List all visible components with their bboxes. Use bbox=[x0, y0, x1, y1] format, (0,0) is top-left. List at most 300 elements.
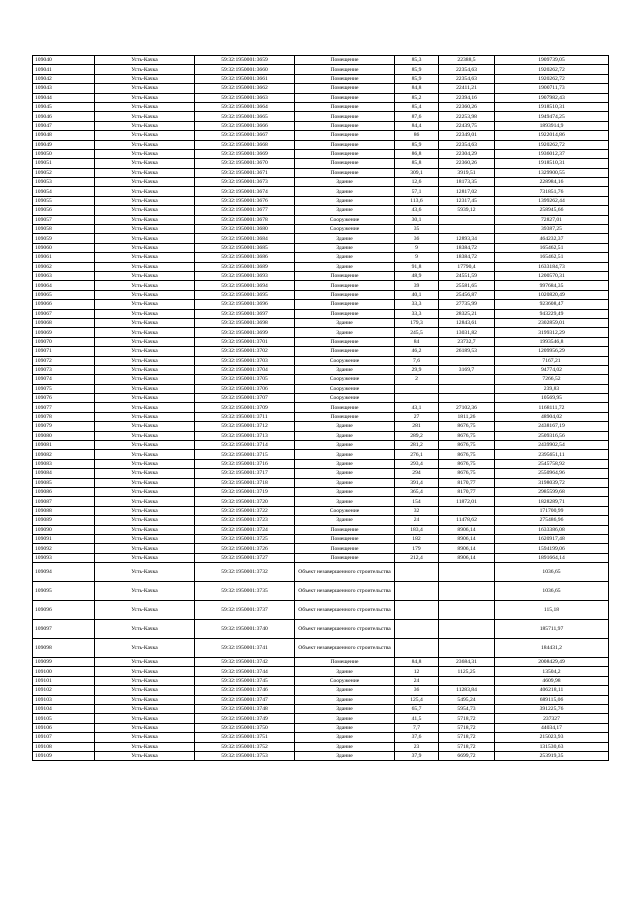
row-number-cell: 109071 bbox=[33, 347, 95, 356]
table-row bbox=[33, 563, 609, 582]
area-cell: 276,1 bbox=[395, 450, 439, 459]
object-type-cell: Помещение bbox=[295, 56, 395, 65]
area-cell bbox=[395, 620, 439, 639]
area-cell: 37,9 bbox=[395, 752, 439, 761]
unit-value-cell: 18173,35 bbox=[439, 178, 495, 187]
locality-cell: Усть-Качка bbox=[95, 365, 195, 374]
row-number-cell: 109064 bbox=[33, 281, 95, 290]
cadastral-number-cell: 59:32:1950001:3715 bbox=[195, 450, 295, 459]
area-cell bbox=[395, 384, 439, 393]
table-row bbox=[33, 506, 609, 515]
cadastral-number-cell: 59:32:1950001:3701 bbox=[195, 337, 295, 346]
cadastral-number-cell: 59:32:1950001:3747 bbox=[195, 695, 295, 704]
table-row bbox=[33, 337, 609, 346]
locality-cell: Усть-Качка bbox=[95, 516, 195, 525]
object-type-cell: Помещение bbox=[295, 281, 395, 290]
row-number-cell: 109044 bbox=[33, 93, 95, 102]
cadastral-value-cell: 1900711,73 bbox=[495, 84, 609, 93]
area-cell: 33,3 bbox=[395, 300, 439, 309]
object-type-cell: Объект незавершенного строительства bbox=[295, 639, 395, 658]
row-number-cell: 109047 bbox=[33, 121, 95, 130]
object-type-cell: Здание bbox=[295, 441, 395, 450]
row-number-cell: 109079 bbox=[33, 422, 95, 431]
unit-value-cell: 1811,26 bbox=[439, 412, 495, 421]
area-cell: 365,4 bbox=[395, 487, 439, 496]
locality-cell: Усть-Качка bbox=[95, 234, 195, 243]
cadastral-number-cell: 59:32:1950001:3705 bbox=[195, 375, 295, 384]
cadastral-value-cell: 1893914,9 bbox=[495, 121, 609, 130]
table-row bbox=[33, 356, 609, 365]
area-cell: 57,1 bbox=[395, 187, 439, 196]
row-number-cell: 109055 bbox=[33, 196, 95, 205]
area-cell: 86 bbox=[395, 131, 439, 140]
locality-cell: Усть-Качка bbox=[95, 658, 195, 667]
object-type-cell: Сооружение bbox=[295, 394, 395, 403]
table-row bbox=[33, 478, 609, 487]
cadastral-number-cell: 59:32:1950001:3699 bbox=[195, 328, 295, 337]
unit-value-cell: 23684,31 bbox=[439, 658, 495, 667]
area-cell: 309,1 bbox=[395, 168, 439, 177]
area-cell: 87,6 bbox=[395, 112, 439, 121]
unit-value-cell: 22253,98 bbox=[439, 112, 495, 121]
locality-cell: Усть-Качка bbox=[95, 431, 195, 440]
table-row bbox=[33, 65, 609, 74]
row-number-cell: 109082 bbox=[33, 450, 95, 459]
table-row bbox=[33, 601, 609, 620]
object-type-cell: Здание bbox=[295, 450, 395, 459]
locality-cell: Усть-Качка bbox=[95, 309, 195, 318]
locality-cell: Усть-Качка bbox=[95, 93, 195, 102]
area-cell: 9 bbox=[395, 243, 439, 252]
object-type-cell: Здание bbox=[295, 469, 395, 478]
locality-cell: Усть-Качка bbox=[95, 337, 195, 346]
table-row bbox=[33, 394, 609, 403]
row-number-cell: 109059 bbox=[33, 234, 95, 243]
locality-cell: Усть-Качка bbox=[95, 206, 195, 215]
table-row bbox=[33, 206, 609, 215]
object-type-cell: Помещение bbox=[295, 131, 395, 140]
cadastral-number-cell: 59:32:1950001:3751 bbox=[195, 733, 295, 742]
row-number-cell: 109107 bbox=[33, 733, 95, 742]
area-cell: 179 bbox=[395, 544, 439, 553]
object-type-cell: Помещение bbox=[295, 84, 395, 93]
cadastral-value-cell: 1909739,05 bbox=[495, 56, 609, 65]
locality-cell: Усть-Качка bbox=[95, 384, 195, 393]
unit-value-cell: 22394,16 bbox=[439, 93, 495, 102]
unit-value-cell bbox=[439, 394, 495, 403]
area-cell: 43,1 bbox=[395, 403, 439, 412]
unit-value-cell: 8170,77 bbox=[439, 487, 495, 496]
cadastral-value-cell: 253919,35 bbox=[495, 752, 609, 761]
area-cell: 289,2 bbox=[395, 431, 439, 440]
row-number-cell: 109099 bbox=[33, 658, 95, 667]
row-number-cell: 109098 bbox=[33, 639, 95, 658]
area-cell: 85,9 bbox=[395, 140, 439, 149]
area-cell: 281 bbox=[395, 422, 439, 431]
cadastral-value-cell: 115,18 bbox=[495, 601, 609, 620]
unit-value-cell: 25581,65 bbox=[439, 281, 495, 290]
unit-value-cell bbox=[439, 620, 495, 639]
cadastral-value-cell: 943229,49 bbox=[495, 309, 609, 318]
area-cell: 125,4 bbox=[395, 695, 439, 704]
area-cell: 113,6 bbox=[395, 196, 439, 205]
locality-cell: Усть-Качка bbox=[95, 639, 195, 658]
cadastral-value-cell: 1891664,14 bbox=[495, 553, 609, 562]
cadastral-value-cell: 215023,93 bbox=[495, 733, 609, 742]
unit-value-cell: 8906,14 bbox=[439, 544, 495, 553]
object-type-cell: Сооружение bbox=[295, 215, 395, 224]
object-type-cell: Сооружение bbox=[295, 676, 395, 685]
unit-value-cell bbox=[439, 676, 495, 685]
row-number-cell: 109078 bbox=[33, 412, 95, 421]
unit-value-cell: 8676,75 bbox=[439, 450, 495, 459]
area-cell: 84 bbox=[395, 337, 439, 346]
cadastral-value-cell: 1633184,73 bbox=[495, 262, 609, 271]
row-number-cell: 109061 bbox=[33, 253, 95, 262]
cadastral-number-cell: 59:32:1950001:3748 bbox=[195, 705, 295, 714]
object-type-cell: Помещение bbox=[295, 159, 395, 168]
unit-value-cell: 22349,01 bbox=[439, 131, 495, 140]
locality-cell: Усть-Качка bbox=[95, 225, 195, 234]
table-row bbox=[33, 450, 609, 459]
row-number-cell: 109105 bbox=[33, 714, 95, 723]
cadastral-number-cell: 59:32:1950001:3664 bbox=[195, 102, 295, 111]
cadastral-value-cell: 1918510,31 bbox=[495, 102, 609, 111]
cadastral-value-cell: 731851,76 bbox=[495, 187, 609, 196]
unit-value-cell: 28325,21 bbox=[439, 309, 495, 318]
object-type-cell: Сооружение bbox=[295, 356, 395, 365]
cadastral-value-cell: 7266,52 bbox=[495, 375, 609, 384]
unit-value-cell: 22354,63 bbox=[439, 140, 495, 149]
cadastral-number-cell: 59:32:1950001:3741 bbox=[195, 639, 295, 658]
row-number-cell: 109080 bbox=[33, 431, 95, 440]
cadastral-value-cell: 7167,21 bbox=[495, 356, 609, 365]
cadastral-number-cell: 59:32:1950001:3706 bbox=[195, 384, 295, 393]
locality-cell: Усть-Качка bbox=[95, 281, 195, 290]
cadastral-value-cell: 1920262,72 bbox=[495, 65, 609, 74]
locality-cell: Усть-Качка bbox=[95, 149, 195, 158]
locality-cell: Усть-Качка bbox=[95, 112, 195, 121]
unit-value-cell bbox=[439, 356, 495, 365]
unit-value-cell: 12317,45 bbox=[439, 196, 495, 205]
cadastral-number-cell: 59:32:1950001:3712 bbox=[195, 422, 295, 431]
cadastral-number-cell: 59:32:1950001:3746 bbox=[195, 686, 295, 695]
object-type-cell: Здание bbox=[295, 478, 395, 487]
row-number-cell: 109043 bbox=[33, 84, 95, 93]
cadastral-value-cell: 1828289,71 bbox=[495, 497, 609, 506]
object-type-cell: Здание bbox=[295, 459, 395, 468]
unit-value-cell bbox=[439, 384, 495, 393]
cadastral-number-cell: 59:32:1950001:3670 bbox=[195, 159, 295, 168]
cadastral-value-cell: 2509316,56 bbox=[495, 431, 609, 440]
row-number-cell: 109046 bbox=[33, 112, 95, 121]
table-row bbox=[33, 74, 609, 83]
area-cell: 23 bbox=[395, 742, 439, 751]
locality-cell: Усть-Качка bbox=[95, 159, 195, 168]
locality-cell: Усть-Качка bbox=[95, 441, 195, 450]
row-number-cell: 109062 bbox=[33, 262, 95, 271]
cadastral-number-cell: 59:32:1950001:3696 bbox=[195, 300, 295, 309]
locality-cell: Усть-Качка bbox=[95, 563, 195, 582]
table-row bbox=[33, 328, 609, 337]
object-type-cell: Здание bbox=[295, 723, 395, 732]
unit-value-cell: 5495,24 bbox=[439, 695, 495, 704]
area-cell: 84,8 bbox=[395, 84, 439, 93]
object-type-cell: Здание bbox=[295, 705, 395, 714]
table-row bbox=[33, 686, 609, 695]
object-type-cell: Здание bbox=[295, 667, 395, 676]
cadastral-value-cell: 275486,96 bbox=[495, 516, 609, 525]
area-cell: 12,6 bbox=[395, 178, 439, 187]
object-type-cell: Помещение bbox=[295, 403, 395, 412]
unit-value-cell: 27102,36 bbox=[439, 403, 495, 412]
row-number-cell: 109085 bbox=[33, 478, 95, 487]
locality-cell: Усть-Качка bbox=[95, 328, 195, 337]
object-type-cell: Здание bbox=[295, 234, 395, 243]
locality-cell: Усть-Качка bbox=[95, 450, 195, 459]
table-row bbox=[33, 290, 609, 299]
area-cell: 281,2 bbox=[395, 441, 439, 450]
object-type-cell: Здание bbox=[295, 196, 395, 205]
cadastral-number-cell: 59:32:1950001:3684 bbox=[195, 234, 295, 243]
table-row bbox=[33, 469, 609, 478]
locality-cell: Усть-Качка bbox=[95, 667, 195, 676]
table-row bbox=[33, 459, 609, 468]
unit-value-cell: 5718,72 bbox=[439, 714, 495, 723]
row-number-cell: 109058 bbox=[33, 225, 95, 234]
row-number-cell: 109068 bbox=[33, 318, 95, 327]
cadastral-value-cell: 406218,11 bbox=[495, 686, 609, 695]
object-type-cell: Помещение bbox=[295, 93, 395, 102]
unit-value-cell: 6699,72 bbox=[439, 752, 495, 761]
cadastral-value-cell: 237327 bbox=[495, 714, 609, 723]
area-cell: 183,4 bbox=[395, 525, 439, 534]
object-type-cell: Помещение bbox=[295, 112, 395, 121]
unit-value-cell: 8676,75 bbox=[439, 422, 495, 431]
locality-cell: Усть-Качка bbox=[95, 723, 195, 732]
table-row bbox=[33, 384, 609, 393]
object-type-cell: Сооружение bbox=[295, 375, 395, 384]
row-number-cell: 109097 bbox=[33, 620, 95, 639]
table-row bbox=[33, 516, 609, 525]
table-row bbox=[33, 695, 609, 704]
unit-value-cell bbox=[439, 639, 495, 658]
object-type-cell: Здание bbox=[295, 262, 395, 271]
cadastral-value-cell: 1209956,29 bbox=[495, 347, 609, 356]
cadastral-number-cell: 59:32:1950001:3753 bbox=[195, 752, 295, 761]
unit-value-cell: 5954,73 bbox=[439, 705, 495, 714]
object-type-cell: Помещение bbox=[295, 168, 395, 177]
area-cell: 35 bbox=[395, 225, 439, 234]
object-type-cell: Помещение bbox=[295, 553, 395, 562]
locality-cell: Усть-Качка bbox=[95, 412, 195, 421]
cadastral-number-cell: 59:32:1950001:3750 bbox=[195, 723, 295, 732]
cadastral-number-cell: 59:32:1950001:3686 bbox=[195, 253, 295, 262]
locality-cell: Усть-Качка bbox=[95, 300, 195, 309]
cadastral-value-cell: 923608,47 bbox=[495, 300, 609, 309]
cadastral-value-cell: 10569,95 bbox=[495, 394, 609, 403]
cadastral-number-cell: 59:32:1950001:3680 bbox=[195, 225, 295, 234]
cadastral-number-cell: 59:32:1950001:3722 bbox=[195, 506, 295, 515]
cadastral-number-cell: 59:32:1950001:3697 bbox=[195, 309, 295, 318]
area-cell: 294 bbox=[395, 469, 439, 478]
cadastral-value-cell: 171700,99 bbox=[495, 506, 609, 515]
area-cell: 212,4 bbox=[395, 553, 439, 562]
unit-value-cell: 23732,7 bbox=[439, 337, 495, 346]
object-type-cell: Помещение bbox=[295, 525, 395, 534]
object-type-cell: Здание bbox=[295, 365, 395, 374]
locality-cell: Усть-Качка bbox=[95, 422, 195, 431]
object-type-cell: Здание bbox=[295, 752, 395, 761]
table-row bbox=[33, 639, 609, 658]
area-cell: 84,8 bbox=[395, 658, 439, 667]
cadastral-number-cell: 59:32:1950001:3742 bbox=[195, 658, 295, 667]
object-type-cell: Помещение bbox=[295, 534, 395, 543]
unit-value-cell: 11872,01 bbox=[439, 497, 495, 506]
cadastral-value-cell: 1993546,8 bbox=[495, 337, 609, 346]
table-row bbox=[33, 112, 609, 121]
unit-value-cell: 12843,61 bbox=[439, 318, 495, 327]
unit-value-cell: 26189,53 bbox=[439, 347, 495, 356]
cadastral-value-cell: 1200570,31 bbox=[495, 271, 609, 280]
table-row bbox=[33, 271, 609, 280]
cadastral-number-cell: 59:32:1950001:3665 bbox=[195, 112, 295, 121]
cadastral-value-cell: 2550964,96 bbox=[495, 469, 609, 478]
locality-cell: Усть-Качка bbox=[95, 356, 195, 365]
table-row bbox=[33, 742, 609, 751]
object-type-cell: Объект незавершенного строительства bbox=[295, 582, 395, 601]
table-row bbox=[33, 140, 609, 149]
cadastral-value-cell: 2395651,11 bbox=[495, 450, 609, 459]
locality-cell: Усть-Качка bbox=[95, 601, 195, 620]
locality-cell: Усть-Качка bbox=[95, 84, 195, 93]
table-row bbox=[33, 582, 609, 601]
table-row bbox=[33, 412, 609, 421]
unit-value-cell bbox=[439, 375, 495, 384]
area-cell: 30,1 bbox=[395, 215, 439, 224]
object-type-cell: Помещение bbox=[295, 300, 395, 309]
row-number-cell: 109090 bbox=[33, 525, 95, 534]
cadastral-value-cell: 4609,98 bbox=[495, 676, 609, 685]
cadastral-number-cell: 59:32:1950001:3661 bbox=[195, 74, 295, 83]
cadastral-number-cell: 59:32:1950001:3663 bbox=[195, 93, 295, 102]
cadastral-number-cell: 59:32:1950001:3735 bbox=[195, 582, 295, 601]
unit-value-cell: 5718,72 bbox=[439, 733, 495, 742]
object-type-cell: Здание bbox=[295, 422, 395, 431]
area-cell: 27 bbox=[395, 412, 439, 421]
object-type-cell: Помещение bbox=[295, 290, 395, 299]
cadastral-number-cell: 59:32:1950001:3716 bbox=[195, 459, 295, 468]
unit-value-cell: 1125,25 bbox=[439, 667, 495, 676]
area-cell: 65,7 bbox=[395, 705, 439, 714]
table-row bbox=[33, 705, 609, 714]
unit-value-cell: 12893,34 bbox=[439, 234, 495, 243]
cadastral-value-cell: 1936012,37 bbox=[495, 149, 609, 158]
locality-cell: Усть-Качка bbox=[95, 497, 195, 506]
cadastral-value-cell: 2545758,92 bbox=[495, 459, 609, 468]
cadastral-value-cell: 1920262,72 bbox=[495, 140, 609, 149]
locality-cell: Усть-Качка bbox=[95, 733, 195, 742]
object-type-cell: Здание bbox=[295, 733, 395, 742]
cadastral-number-cell: 59:32:1950001:3669 bbox=[195, 149, 295, 158]
locality-cell: Усть-Качка bbox=[95, 243, 195, 252]
cadastral-number-cell: 59:32:1950001:3709 bbox=[195, 403, 295, 412]
cadastral-number-cell: 59:32:1950001:3732 bbox=[195, 563, 295, 582]
cadastral-number-cell: 59:32:1950001:3723 bbox=[195, 516, 295, 525]
cadastral-number-cell: 59:32:1950001:3752 bbox=[195, 742, 295, 751]
table-row bbox=[33, 365, 609, 374]
row-number-cell: 109104 bbox=[33, 705, 95, 714]
unit-value-cell: 22388,5 bbox=[439, 56, 495, 65]
cadastral-value-cell: 44034,17 bbox=[495, 723, 609, 732]
locality-cell: Усть-Качка bbox=[95, 347, 195, 356]
cadastral-number-cell: 59:32:1950001:3666 bbox=[195, 121, 295, 130]
unit-value-cell: 13031,82 bbox=[439, 328, 495, 337]
row-number-cell: 109054 bbox=[33, 187, 95, 196]
table-row bbox=[33, 431, 609, 440]
locality-cell: Усть-Качка bbox=[95, 253, 195, 262]
locality-cell: Усть-Качка bbox=[95, 705, 195, 714]
area-cell: 245,5 bbox=[395, 328, 439, 337]
cadastral-value-cell: 1020820,49 bbox=[495, 290, 609, 299]
unit-value-cell bbox=[439, 582, 495, 601]
area-cell: 182 bbox=[395, 534, 439, 543]
row-number-cell: 109100 bbox=[33, 667, 95, 676]
row-number-cell: 109063 bbox=[33, 271, 95, 280]
unit-value-cell: 3169,7 bbox=[439, 365, 495, 374]
cadastral-value-cell: 184431,2 bbox=[495, 639, 609, 658]
area-cell: 2 bbox=[395, 375, 439, 384]
unit-value-cell: 17790,4 bbox=[439, 262, 495, 271]
area-cell: 85,9 bbox=[395, 65, 439, 74]
locality-cell: Усть-Качка bbox=[95, 752, 195, 761]
locality-cell: Усть-Качка bbox=[95, 487, 195, 496]
object-type-cell: Сооружение bbox=[295, 225, 395, 234]
area-cell: 91,8 bbox=[395, 262, 439, 271]
cadastral-number-cell: 59:32:1950001:3694 bbox=[195, 281, 295, 290]
locality-cell: Усть-Качка bbox=[95, 582, 195, 601]
cadastral-value-cell: 1922014,86 bbox=[495, 131, 609, 140]
unit-value-cell bbox=[439, 601, 495, 620]
cadastral-value-cell: 464232,37 bbox=[495, 234, 609, 243]
table-row bbox=[33, 553, 609, 562]
area-cell bbox=[395, 563, 439, 582]
area-cell: 7,7 bbox=[395, 723, 439, 732]
object-type-cell: Помещение bbox=[295, 337, 395, 346]
row-number-cell: 109091 bbox=[33, 534, 95, 543]
locality-cell: Усть-Качка bbox=[95, 168, 195, 177]
table-row bbox=[33, 159, 609, 168]
table-row bbox=[33, 149, 609, 158]
object-type-cell: Помещение bbox=[295, 140, 395, 149]
cadastral-number-cell: 59:32:1950001:3717 bbox=[195, 469, 295, 478]
row-number-cell: 109066 bbox=[33, 300, 95, 309]
cadastral-value-cell: 1594199,06 bbox=[495, 544, 609, 553]
locality-cell: Усть-Качка bbox=[95, 620, 195, 639]
object-type-cell: Сооружение bbox=[295, 506, 395, 515]
area-cell: 85,3 bbox=[395, 56, 439, 65]
cadastral-number-cell: 59:32:1950001:3713 bbox=[195, 431, 295, 440]
locality-cell: Усть-Качка bbox=[95, 121, 195, 130]
unit-value-cell bbox=[439, 225, 495, 234]
cadastral-value-cell: 2439902,54 bbox=[495, 441, 609, 450]
locality-cell: Усть-Качка bbox=[95, 544, 195, 553]
object-type-cell: Здание bbox=[295, 686, 395, 695]
object-type-cell: Здание bbox=[295, 431, 395, 440]
row-number-cell: 109057 bbox=[33, 215, 95, 224]
table-row bbox=[33, 487, 609, 496]
area-cell: 9 bbox=[395, 253, 439, 262]
